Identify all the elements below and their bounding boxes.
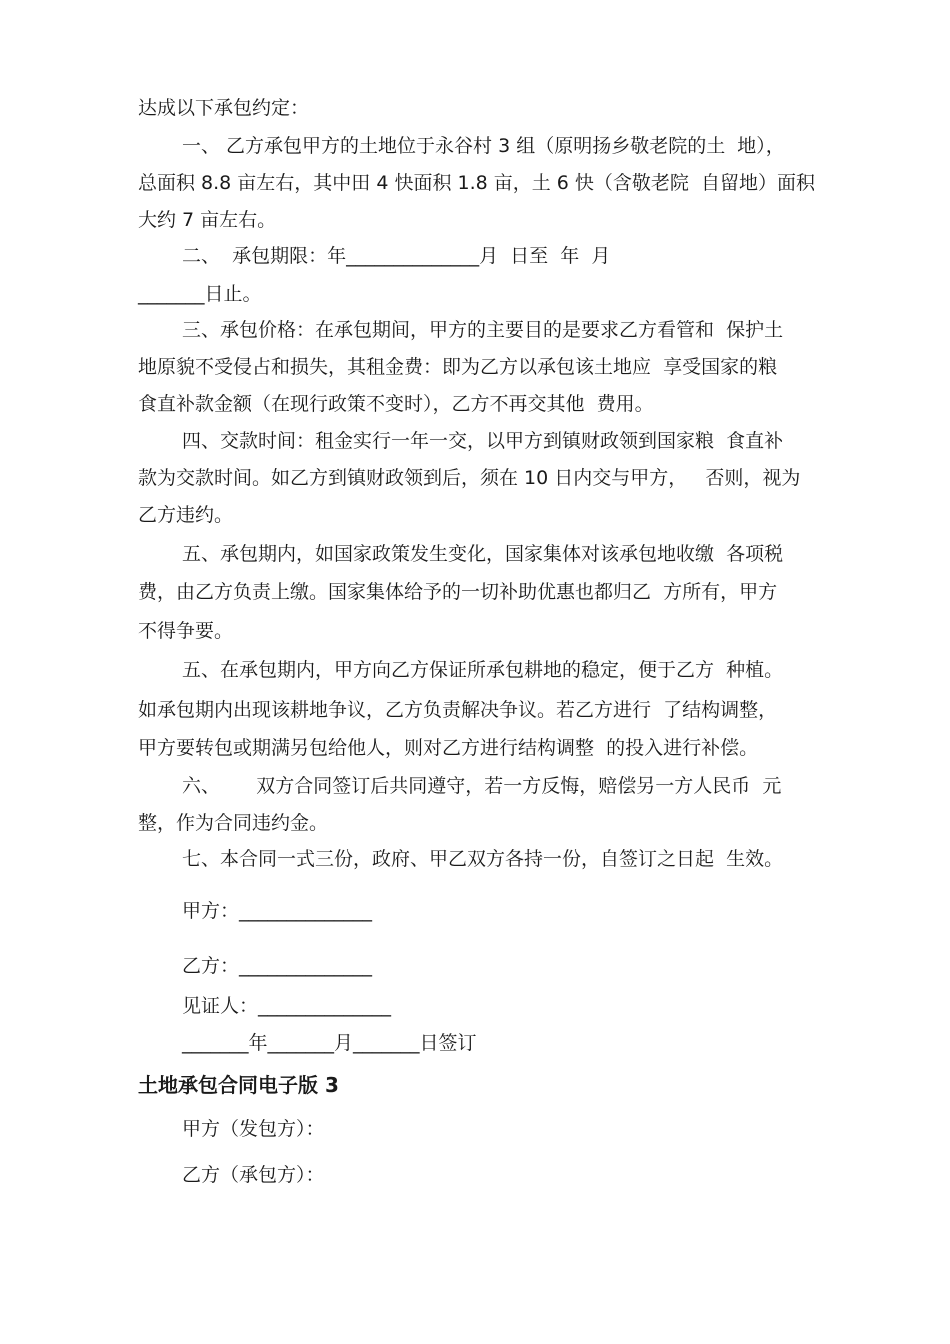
signing-date-line: _______年_______月_______日签订 (182, 1032, 477, 1054)
text-line: _______日止。 (138, 283, 262, 305)
text-line: 二、 承包期限：年______________月 日至 年 月 (182, 245, 611, 267)
text-line: 达成以下承包约定： (138, 97, 310, 119)
text-line: 乙方违约。 (138, 504, 234, 526)
text-line: 一、 乙方承包甲方的土地位于永谷村 3 组（原明扬乡敬老院的土 地）， (182, 135, 785, 157)
text-line: 大约 7 亩左右。 (138, 209, 277, 231)
text-line: 六、 双方合同签订后共同遵守，若一方反悔，赔偿另一方人民币 元 (182, 775, 782, 797)
text-line: 甲方要转包或期满另包给他人，则对乙方进行结构调整 的投入进行补偿。 (138, 737, 759, 759)
text-line: 款为交款时间。如乙方到镇财政领到后，须在 10 日内交与甲方， 否则，视为 (138, 467, 801, 489)
text-line: 不得争要。 (138, 620, 234, 642)
text-line: 总面积 8.8 亩左右，其中田 4 快面积 1.8 亩，土 6 快（含敬老院 自留地）面积 (138, 172, 816, 194)
text-line: 七、本合同一式三份，政府、甲乙双方各持一份，自签订之日起 生效。 (182, 848, 784, 870)
text-line: 食直补款金额（在现行政策不变时），乙方不再交其他 费用。 (138, 393, 654, 415)
text-line: 如承包期内出现该耕地争议，乙方负责解决争议。若乙方进行 了结构调整， (138, 699, 778, 721)
text-line: 五、在承包期内，甲方向乙方保证所承包耕地的稳定，便于乙方 种植。 (182, 659, 784, 681)
signature-witness: 见证人：______________ (182, 995, 392, 1017)
party-a-label: 甲方（发包方）： (182, 1118, 325, 1140)
text-line: 五、承包期内，如国家政策发生变化，国家集体对该承包地收缴 各项税 (182, 543, 784, 565)
text-line: 费，由乙方负责上缴。国家集体给予的一切补助优惠也都归乙 方所有，甲方 (138, 581, 778, 603)
text-line: 地原貌不受侵占和损失，其租金费：即为乙方以承包该土地应 享受国家的粮 (138, 356, 778, 378)
text-line: 四、交款时间：租金实行一年一交，以甲方到镇财政领到国家粮 食直补 (182, 430, 784, 452)
section-heading: 土地承包合同电子版 3 (138, 1073, 339, 1097)
signature-party-b: 乙方：______________ (182, 955, 373, 977)
text-line: 三、承包价格：在承包期间，甲方的主要目的是要求乙方看管和 保护土 (182, 319, 784, 341)
signature-party-a: 甲方：______________ (182, 900, 373, 922)
party-b-label: 乙方（承包方）： (182, 1164, 325, 1186)
text-line: 整，作为合同违约金。 (138, 812, 329, 834)
